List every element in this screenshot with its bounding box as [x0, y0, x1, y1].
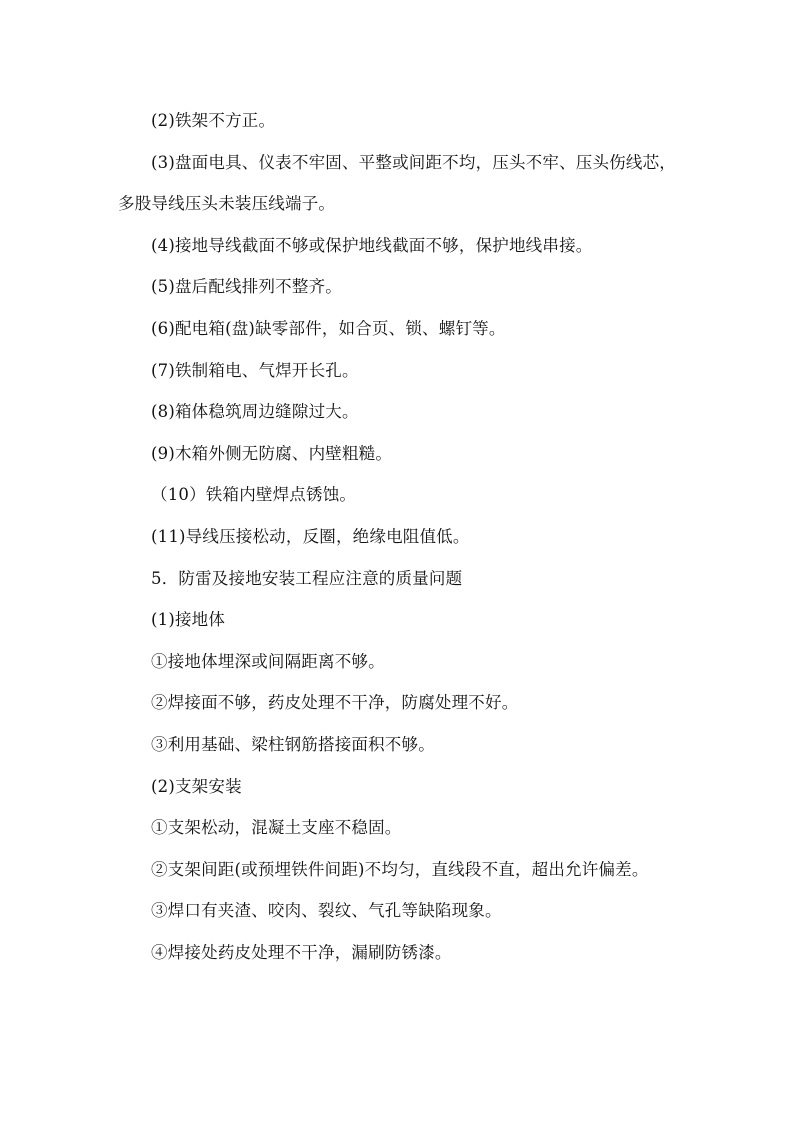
grounding-item-2: ②焊接面不够，药皮处理不干净，防腐处理不好。: [151, 693, 519, 713]
bracket-item-3: ③焊口有夹渣、咬肉、裂纹、气孔等缺陷现象。: [151, 901, 502, 921]
paragraph-item-4: (4)接地导线截面不够或保护地线截面不够，保护地线串接。: [151, 235, 593, 255]
document-body: [118, 100, 688, 973]
subsection-heading-bracket-installation: (2)支架安装: [151, 776, 242, 796]
paragraph-item-10: （10）铁箱内壁焊点锈蚀。: [151, 485, 357, 505]
grounding-item-3: ③利用基础、梁柱钢筋搭接面积不够。: [151, 734, 435, 754]
paragraph-item-8: (8)箱体稳筑周边缝隙过大。: [151, 402, 359, 422]
bracket-item-1: ①支架松动，混凝土支座不稳固。: [151, 818, 402, 838]
paragraph-item-7: (7)铁制箱电、气焊开长孔。: [151, 360, 359, 380]
paragraph-item-5: (5)盘后配线排列不整齐。: [151, 277, 342, 297]
paragraph-item-6: (6)配电箱(盘)缺零部件，如合页、锁、螺钉等。: [151, 318, 506, 338]
paragraph-item-11: (11)导线压接松动，反圈，绝缘电阻值低。: [151, 526, 470, 546]
paragraph-item-2: (2)铁架不方正。: [151, 111, 276, 130]
section-heading-lightning-protection: 5．防雷及接地安装工程应注意的质量问题: [151, 568, 463, 588]
paragraph-item-3: (3)盘面电具、仪表不牢固、平整或间距不均，压头不牢、压头伤线芯，多股导线压头未装压线端子。: [118, 152, 676, 214]
paragraph-item-9: (9)木箱外侧无防腐、内壁粗糙。: [151, 443, 393, 463]
grounding-item-1: ①接地体埋深或间隔距离不够。: [151, 651, 385, 671]
subsection-heading-grounding-body: (1)接地体: [151, 610, 226, 630]
bracket-item-4: ④焊接处药皮处理不干净，漏刷防锈漆。: [151, 942, 452, 962]
bracket-item-2: ②支架间距(或预埋铁件间距)不均匀，直线段不直，超出允许偏差。: [151, 859, 649, 879]
